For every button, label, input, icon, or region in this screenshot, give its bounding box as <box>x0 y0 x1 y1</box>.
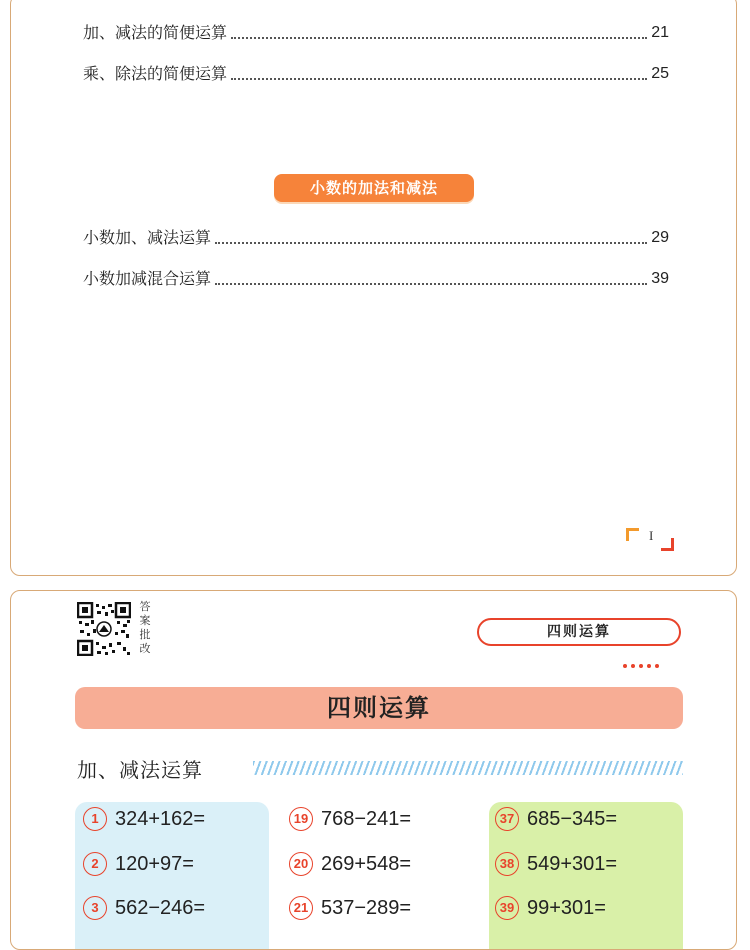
corner-bracket-icon <box>661 538 674 551</box>
page-number: I <box>649 528 654 543</box>
toc-page <box>10 0 737 576</box>
toc-entry-page: 25 <box>651 65 669 82</box>
leader-dots <box>231 78 647 80</box>
problem-expression: 269+548= <box>321 852 412 875</box>
leader-dots <box>215 283 647 285</box>
math-problem[interactable] <box>289 896 411 920</box>
problem-number: 1 <box>83 807 107 831</box>
qr-code-icon[interactable] <box>77 602 131 656</box>
leader-dots <box>231 37 647 39</box>
problem-expression: 537−289= <box>321 896 412 919</box>
problem-expression: 99+301= <box>527 896 606 919</box>
problem-expression: 562−246= <box>115 896 206 919</box>
toc-entry-page: 21 <box>651 24 669 41</box>
problem-number: 20 <box>289 852 313 876</box>
math-problem[interactable] <box>83 852 194 876</box>
leader-dots <box>215 242 647 244</box>
math-problem[interactable] <box>83 807 205 831</box>
problem-expression: 685−345= <box>527 807 618 830</box>
problem-expression: 120+97= <box>115 852 194 875</box>
decorative-dots <box>623 653 663 672</box>
decorative-stripe <box>253 761 683 775</box>
chapter-header-tab: 四则运算 <box>477 618 681 646</box>
math-problem[interactable] <box>83 896 205 920</box>
math-problem[interactable] <box>289 852 411 876</box>
problem-number: 2 <box>83 852 107 876</box>
problem-number: 19 <box>289 807 313 831</box>
toc-entry-page: 39 <box>651 270 669 287</box>
chapter-title-banner: 四则运算 <box>75 687 683 729</box>
problem-number: 3 <box>83 896 107 920</box>
problem-expression: 768−241= <box>321 807 412 830</box>
toc-entry-label: 加、减法的简便运算 <box>83 23 228 42</box>
exercise-page <box>10 590 737 950</box>
toc-entry[interactable] <box>83 23 669 43</box>
math-problem[interactable] <box>289 807 411 831</box>
toc-entry[interactable] <box>83 269 669 289</box>
problem-number: 38 <box>495 852 519 876</box>
toc-entry-page: 29 <box>651 229 669 246</box>
section-title-badge: 小数的加法和减法 <box>274 174 474 202</box>
problem-number: 39 <box>495 896 519 920</box>
toc-entry-label: 小数加减混合运算 <box>83 269 212 288</box>
toc-entry[interactable] <box>83 228 669 248</box>
math-problem[interactable] <box>495 807 617 831</box>
toc-entry[interactable] <box>83 64 669 84</box>
math-problem[interactable] <box>495 896 606 920</box>
problem-number: 37 <box>495 807 519 831</box>
toc-entry-label: 乘、除法的简便运算 <box>83 64 228 83</box>
problem-number: 21 <box>289 896 313 920</box>
corner-bracket-icon <box>626 528 639 541</box>
toc-entry-label: 小数加、减法运算 <box>83 228 212 247</box>
math-problem[interactable] <box>495 852 617 876</box>
problem-expression: 549+301= <box>527 852 618 875</box>
section-subheading: 加、减法运算 <box>77 758 203 782</box>
qr-caption: 答 案 批 改 <box>139 600 151 655</box>
problem-expression: 324+162= <box>115 807 206 830</box>
